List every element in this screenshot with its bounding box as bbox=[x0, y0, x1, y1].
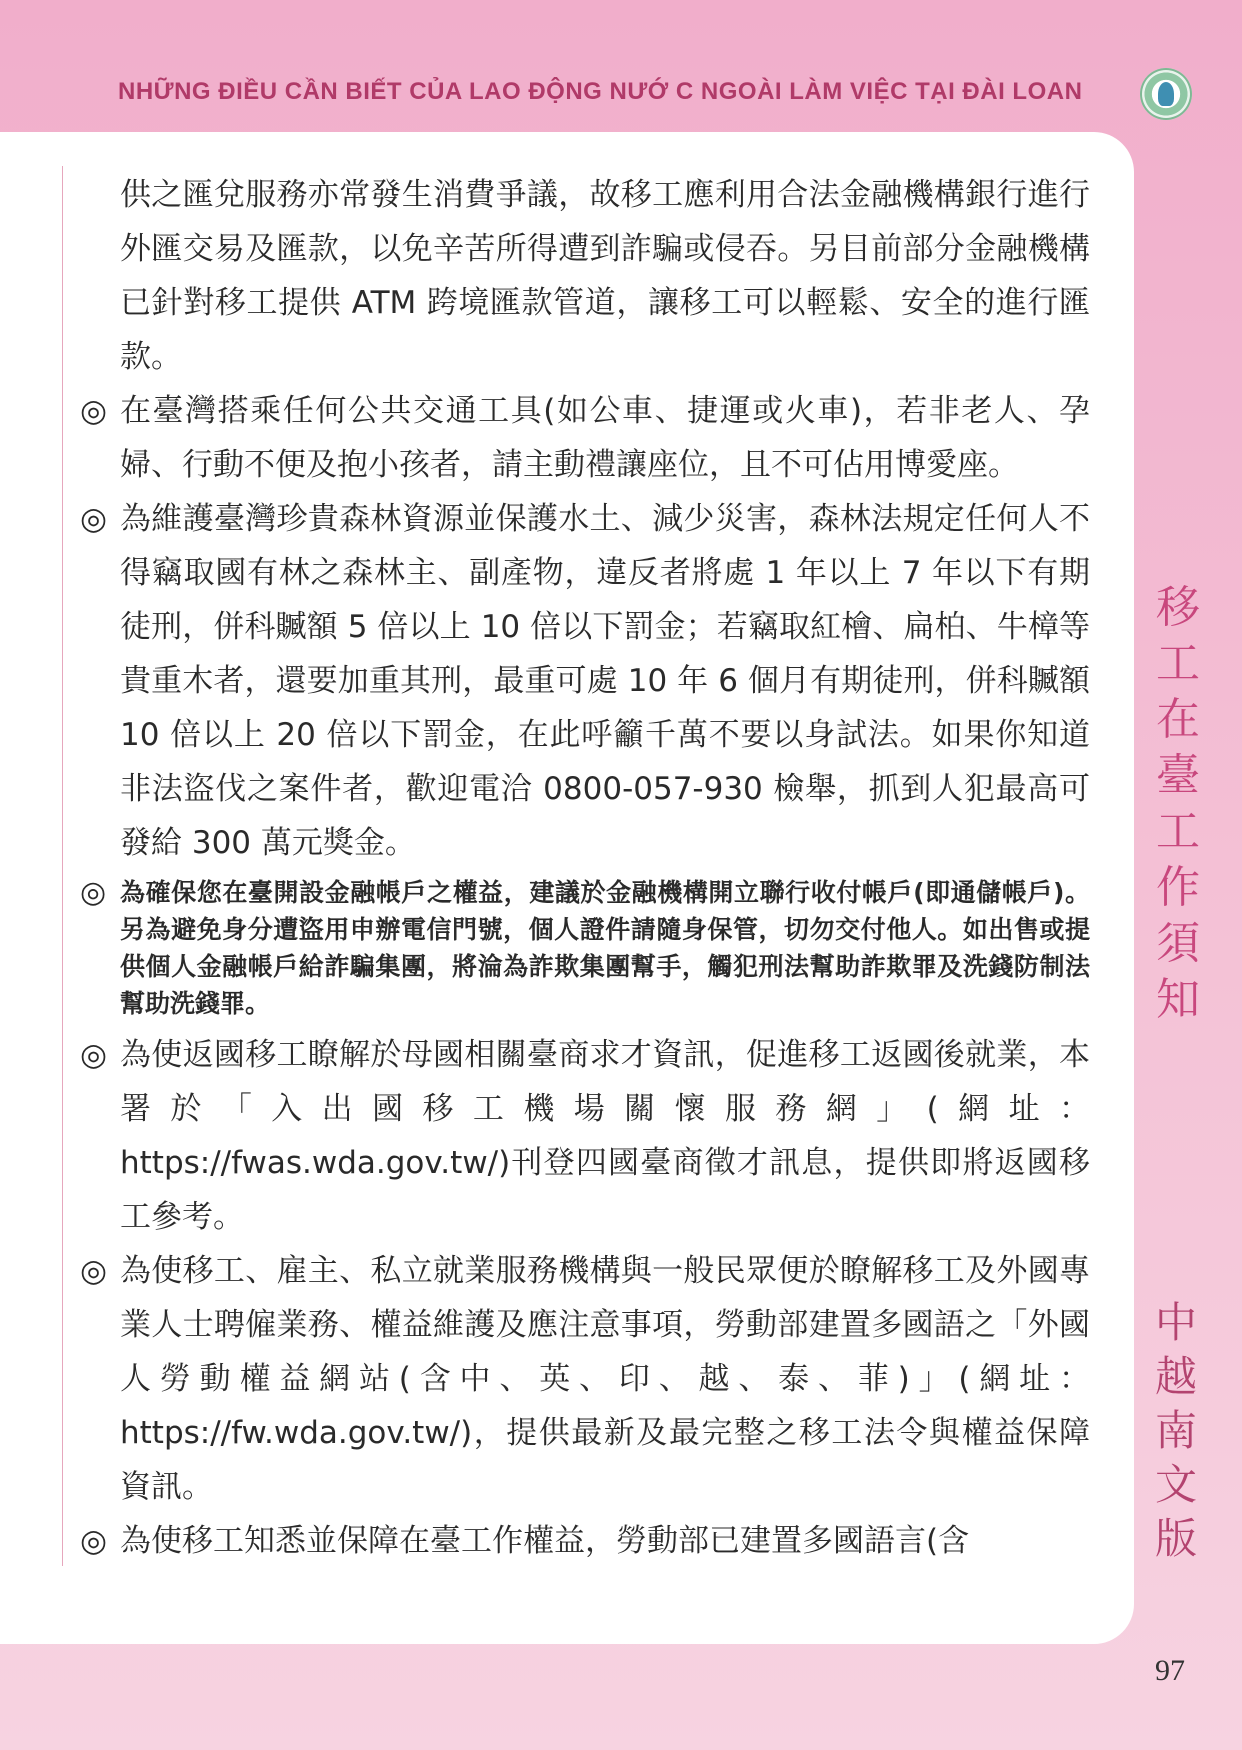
bullet-marker-icon: ◎ bbox=[80, 1523, 108, 1559]
list-item-emphasis bbox=[80, 874, 1090, 1022]
list-item-text: 為使移工知悉並保障在臺工作權益，勞動部已建置多國語言(含 bbox=[120, 1523, 970, 1559]
list-item bbox=[80, 384, 1090, 492]
list-item-text: 在臺灣搭乘任何公共交通工具(如公車、捷運或火車)，若非老人、孕婦、行動不便及抱小孩者，請主動禮讓座位，且不可佔用博愛座。 bbox=[120, 393, 1090, 483]
list-item-text: 為使移工、雇主、私立就業服務機構與一般民眾便於瞭解移工及外國專業人士聘僱業務、權益維護及應注意事項，勞動部建置多國語之「外國人勞動權益網站(含中、英、印、越、泰、菲)」(網址：https://fw.wda.gov.tw/)，提供最新及最完整之移工法令與權益保障資訊。 bbox=[120, 1253, 1090, 1505]
bullet-marker-icon: ◎ bbox=[80, 501, 108, 537]
bullet-marker-icon: ◎ bbox=[80, 875, 107, 910]
page-number: 97 bbox=[1155, 1654, 1185, 1687]
side-subtitle: 中越南文版 bbox=[1154, 1298, 1197, 1563]
list-item-text: 為確保您在臺開設金融帳戶之權益，建議於金融機構開立聯行收付帳戶(即通儲帳戶)。另為避免身分遭盜用申辦電信門號，個人證件請隨身保管，切勿交付他人。如出售或提供個人金融帳戶給詐騙集團，將淪為詐欺集團幫手，觸犯刑法幫助詐欺罪及洗錢防制法幫助洗錢罪。 bbox=[120, 878, 1090, 1018]
side-title: 移工在臺工作須知 bbox=[1156, 582, 1200, 1025]
list-item bbox=[80, 1244, 1090, 1514]
list-item bbox=[80, 492, 1090, 870]
list-item bbox=[80, 1028, 1090, 1244]
list-item-text: 為使返國移工瞭解於母國相關臺商求才資訊，促進移工返國後就業，本署於「入出國移工機場關懷服務網」(網址：https://fwas.wda.gov.tw/)刊登四國臺商徵才訊息，提供即將返國移工參考。 bbox=[120, 1037, 1090, 1235]
page-content bbox=[80, 168, 1090, 1568]
margin-rule bbox=[62, 166, 63, 1566]
logo-mark-icon bbox=[1158, 82, 1174, 106]
bullet-marker-icon: ◎ bbox=[80, 1253, 108, 1289]
paragraph-continuation: 供之匯兌服務亦常發生消費爭議，故移工應利用合法金融機構銀行進行外匯交易及匯款，以免辛苦所得遭到詐騙或侵吞。另目前部分金融機構已針對移工提供 ATM 跨境匯款管道，讓移工可以輕鬆、安全的進行匯款。 bbox=[120, 177, 1090, 375]
bullet-marker-icon: ◎ bbox=[80, 1037, 108, 1073]
bullet-marker-icon: ◎ bbox=[80, 393, 108, 429]
header-title: NHỮNG ĐIỀU CẦN BIẾT CỦA LAO ĐỘNG NƯỚ C NGOÀI LÀM VIỆC TẠI ĐÀI LOAN bbox=[118, 78, 1083, 105]
list-item bbox=[80, 1514, 1090, 1568]
list-item-text: 為維護臺灣珍貴森林資源並保護水土、減少災害，森林法規定任何人不得竊取國有林之森林主、副產物，違反者將處 1 年以上 7 年以下有期徒刑，併科贓額 5 倍以上 10 倍以下罰金；若竊取紅檜、扁柏、牛樟等貴重木者，還要加重其刑，最重可處 10 年 6 個月有期徒刑，併科贓額 10 倍以上 20 倍以下罰金，在此呼籲千萬不要以身試法。如果你知道非法盜伐之案件者，歡迎電洽 0800-057-930 檢舉，抓到人犯最高可發給 300 萬元獎金。 bbox=[120, 501, 1090, 861]
